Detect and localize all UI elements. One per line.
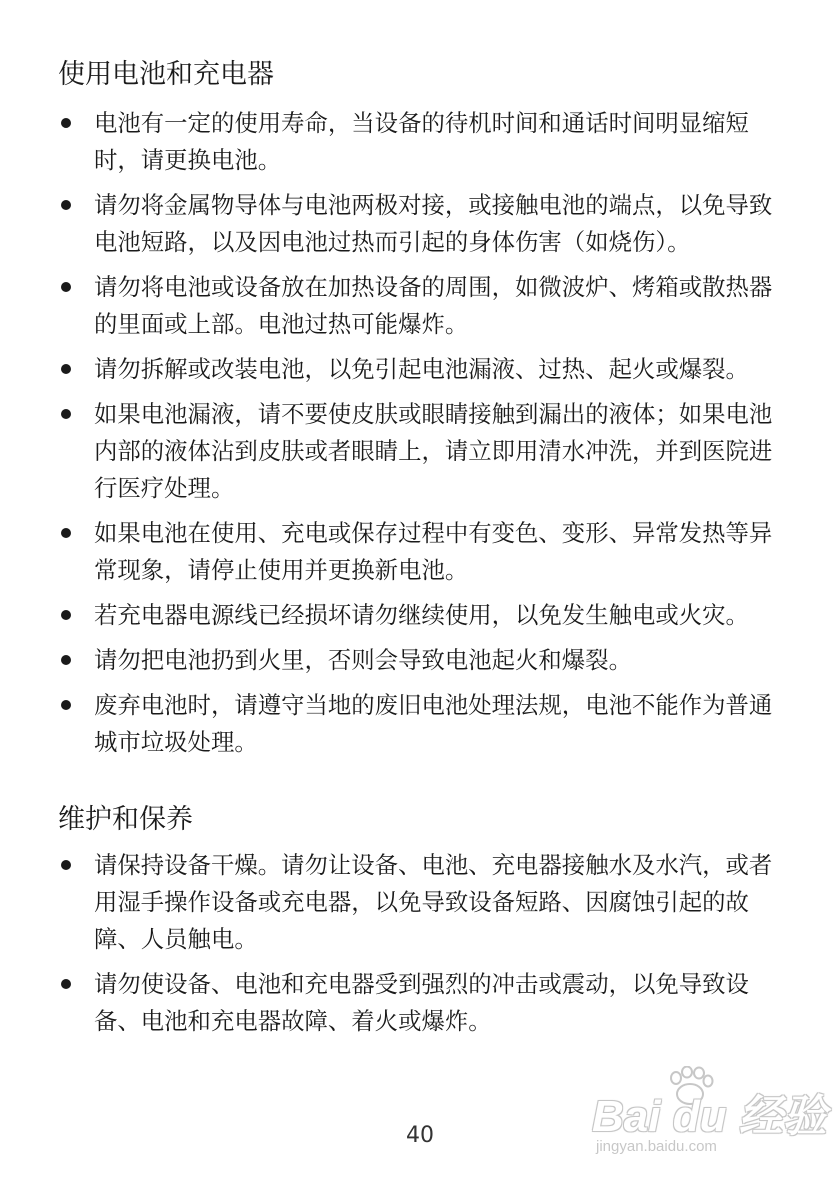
list-item: 请勿将电池或设备放在加热设备的周围，如微波炉、烤箱或散热器的里面或上部。电池过热可能爆炸。 (58, 269, 784, 343)
bullet-icon (61, 655, 71, 665)
list-item: 请勿将金属物导体与电池两极对接，或接触电池的端点，以免导致电池短路，以及因电池过热而引起的身体伤害（如烧伤）。 (58, 187, 784, 261)
bullet-icon (61, 409, 71, 419)
battery-safety-list (58, 105, 784, 769)
page-number: 40 (406, 1123, 434, 1148)
bullet-icon (61, 610, 71, 620)
list-item: 如果电池漏液，请不要使皮肤或眼睛接触到漏出的液体；如果电池内部的液体沾到皮肤或者眼睛上，请立即用清水冲洗，并到医院进行医疗处理。 (58, 396, 784, 507)
baidu-jingyan-watermark (592, 1066, 827, 1176)
bullet-icon (61, 700, 71, 710)
list-item: 请勿拆解或改装电池，以免引起电池漏液、过热、起火或爆裂。 (58, 351, 784, 388)
list-item: 废弃电池时，请遵守当地的废旧电池处理法规，电池不能作为普通城市垃圾处理。 (58, 687, 784, 761)
section-title-maintenance: 维护和保养 (58, 804, 193, 835)
list-item: 请勿把电池扔到火里，否则会导致电池起火和爆裂。 (58, 642, 784, 679)
watermark-url: jingyan.baidu.com (596, 1138, 717, 1155)
list-item: 请保持设备干燥。请勿让设备、电池、充电器接触水及水汽，或者用湿手操作设备或充电器，以免导致设备短路、因腐蚀引起的故障、人员触电。 (58, 847, 784, 958)
bullet-icon (61, 528, 71, 538)
bullet-icon (61, 979, 71, 989)
bullet-icon (61, 200, 71, 210)
bullet-icon (61, 364, 71, 374)
bullet-icon (61, 860, 71, 870)
list-item: 请勿使设备、电池和充电器受到强烈的冲击或震动，以免导致设备、电池和充电器故障、着火或爆炸。 (58, 966, 784, 1040)
list-item: 如果电池在使用、充电或保存过程中有变色、变形、异常发热等异常现象，请停止使用并更换新电池。 (58, 515, 784, 589)
watermark-logo-text: Bai du 经验 (592, 1092, 827, 1141)
section-title-battery: 使用电池和充电器 (58, 59, 274, 90)
bullet-icon (61, 282, 71, 292)
list-item: 电池有一定的使用寿命，当设备的待机时间和通话时间明显缩短时，请更换电池。 (58, 105, 784, 179)
bullet-icon (61, 118, 71, 128)
maintenance-list (58, 847, 784, 1048)
list-item: 若充电器电源线已经损坏请勿继续使用，以免发生触电或火灾。 (58, 597, 784, 634)
